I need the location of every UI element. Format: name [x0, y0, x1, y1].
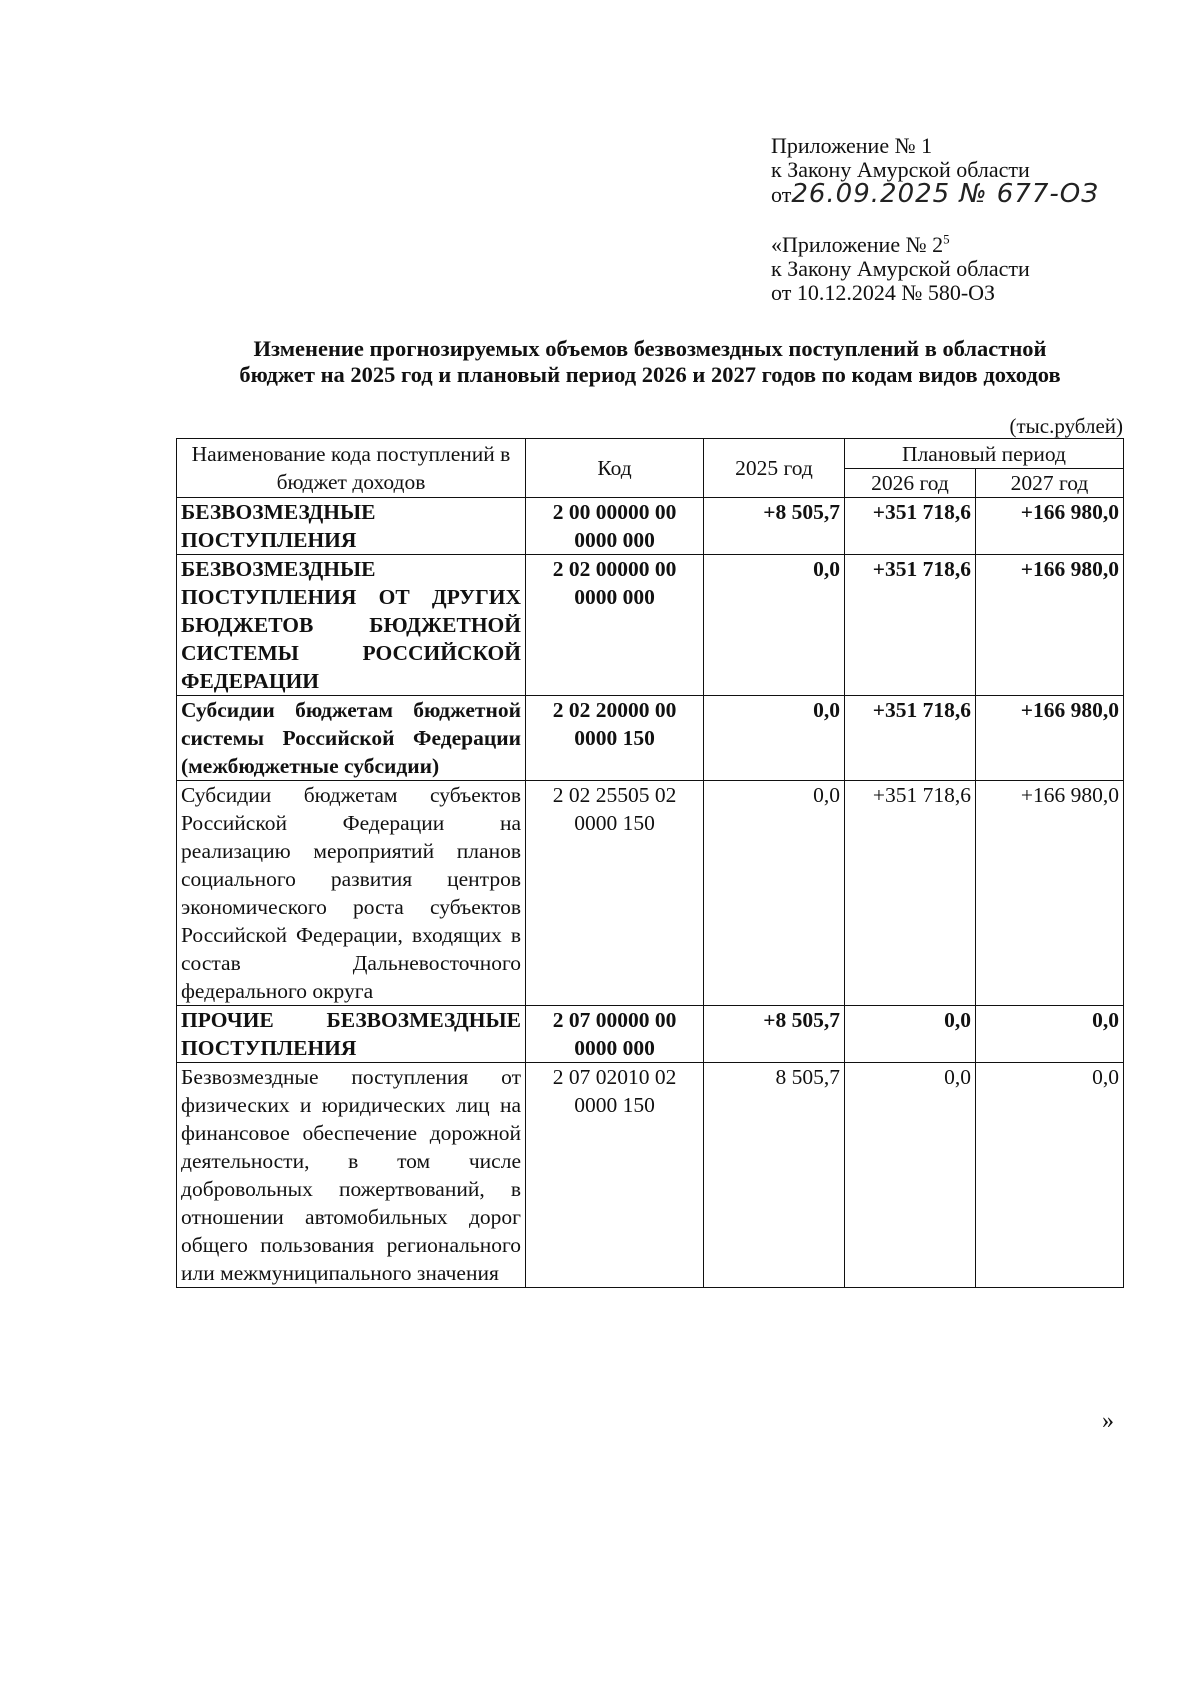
row-name: ПРОЧИЕ БЕЗВОЗМЕЗДНЫЕ ПОСТУПЛЕНИЯ	[177, 1006, 526, 1063]
row-value-2026: +351 718,6	[845, 498, 976, 555]
row-value-2027: 0,0	[976, 1063, 1124, 1288]
row-value-2025: +8 505,7	[704, 498, 845, 555]
header-code: Код	[526, 439, 704, 498]
table-row	[177, 498, 1124, 555]
amended-attachment-law: к Закону Амурской области	[771, 256, 1030, 281]
row-value-2025: 0,0	[704, 781, 845, 1006]
row-code: 2 02 20000 00 0000 150	[526, 696, 704, 781]
amended-attachment-number-text: «Приложение № 2	[771, 232, 944, 257]
header-2026: 2026 год	[845, 469, 976, 498]
row-code: 2 02 00000 00 0000 000	[526, 555, 704, 696]
row-value-2025: 0,0	[704, 696, 845, 781]
row-value-2027: +166 980,0	[976, 555, 1124, 696]
attachment-date-prefix: от	[771, 182, 792, 207]
amended-attachment-number-sup: 5	[943, 231, 950, 247]
row-value-2026: 0,0	[845, 1006, 976, 1063]
row-code: 2 02 25505 02 0000 150	[526, 781, 704, 1006]
document-title-line-1: Изменение прогнозируемых объемов безвозмездных поступлений в областной	[253, 336, 1047, 361]
row-value-2027: +166 980,0	[976, 781, 1124, 1006]
attachment-header	[771, 134, 1099, 207]
row-code: 2 07 02010 02 0000 150	[526, 1063, 704, 1288]
table-row	[177, 1063, 1124, 1288]
row-code: 2 00 00000 00 0000 000	[526, 498, 704, 555]
row-value-2025: +8 505,7	[704, 1006, 845, 1063]
amended-attachment-date: от 10.12.2024 № 580-ОЗ	[771, 280, 996, 305]
table-row	[177, 696, 1124, 781]
row-value-2026: +351 718,6	[845, 781, 976, 1006]
row-value-2027: 0,0	[976, 1006, 1124, 1063]
units-label: (тыс.рублей)	[1009, 414, 1123, 438]
amended-attachment-number	[771, 233, 1030, 257]
document-title	[175, 336, 1125, 388]
table-row	[177, 781, 1124, 1006]
row-value-2026: 0,0	[845, 1063, 976, 1288]
header-name: Наименование кода поступлений в бюджет доходов	[177, 439, 526, 498]
document-title-line-2: бюджет на 2025 год и плановый период 2026 и 2027 годов по кодам видов доходов	[239, 362, 1061, 387]
row-name: Субсидии бюджетам бюджетной системы Российской Федерации (межбюджетные субсидии)	[177, 696, 526, 781]
handwritten-date-number: 26.09.2025 № 677-ОЗ	[791, 179, 1099, 209]
table-row	[177, 1006, 1124, 1063]
table-row	[177, 555, 1124, 696]
attachment-law: к Закону Амурской области	[771, 157, 1030, 182]
closing-quote: »	[1102, 1408, 1114, 1434]
row-name: БЕЗВОЗМЕЗДНЫЕ ПОСТУПЛЕНИЯ ОТ ДРУГИХ БЮДЖЕТОВ БЮДЖЕТНОЙ СИСТЕМЫ РОССИЙСКОЙ ФЕДЕРАЦИИ	[177, 555, 526, 696]
revenue-table	[176, 438, 1124, 1288]
row-value-2027: +166 980,0	[976, 498, 1124, 555]
row-value-2025: 0,0	[704, 555, 845, 696]
row-value-2026: +351 718,6	[845, 696, 976, 781]
attachment-date-line	[771, 179, 1099, 209]
header-2027: 2027 год	[976, 469, 1124, 498]
row-name: БЕЗВОЗМЕЗДНЫЕ ПОСТУПЛЕНИЯ	[177, 498, 526, 555]
header-planned-period: Плановый период	[845, 439, 1124, 469]
row-value-2025: 8 505,7	[704, 1063, 845, 1288]
row-value-2027: +166 980,0	[976, 696, 1124, 781]
row-name: Безвозмездные поступления от физических и юридических лиц на финансовое обеспечение дорожной деятельности, в том числе добровольных пожертвований, в отношении автомобильных дорог общего пользования регионального или межмуниципального значения	[177, 1063, 526, 1288]
attachment-number: Приложение № 1	[771, 133, 933, 158]
row-name: Субсидии бюджетам субъектов Российской Федерации на реализацию мероприятий планов социального развития центров экономического роста субъектов Российской Федерации, входящих в состав Дальневосточного федерального округа	[177, 781, 526, 1006]
header-2025: 2025 год	[704, 439, 845, 498]
row-value-2026: +351 718,6	[845, 555, 976, 696]
row-code: 2 07 00000 00 0000 000	[526, 1006, 704, 1063]
amended-attachment-header	[771, 233, 1030, 305]
